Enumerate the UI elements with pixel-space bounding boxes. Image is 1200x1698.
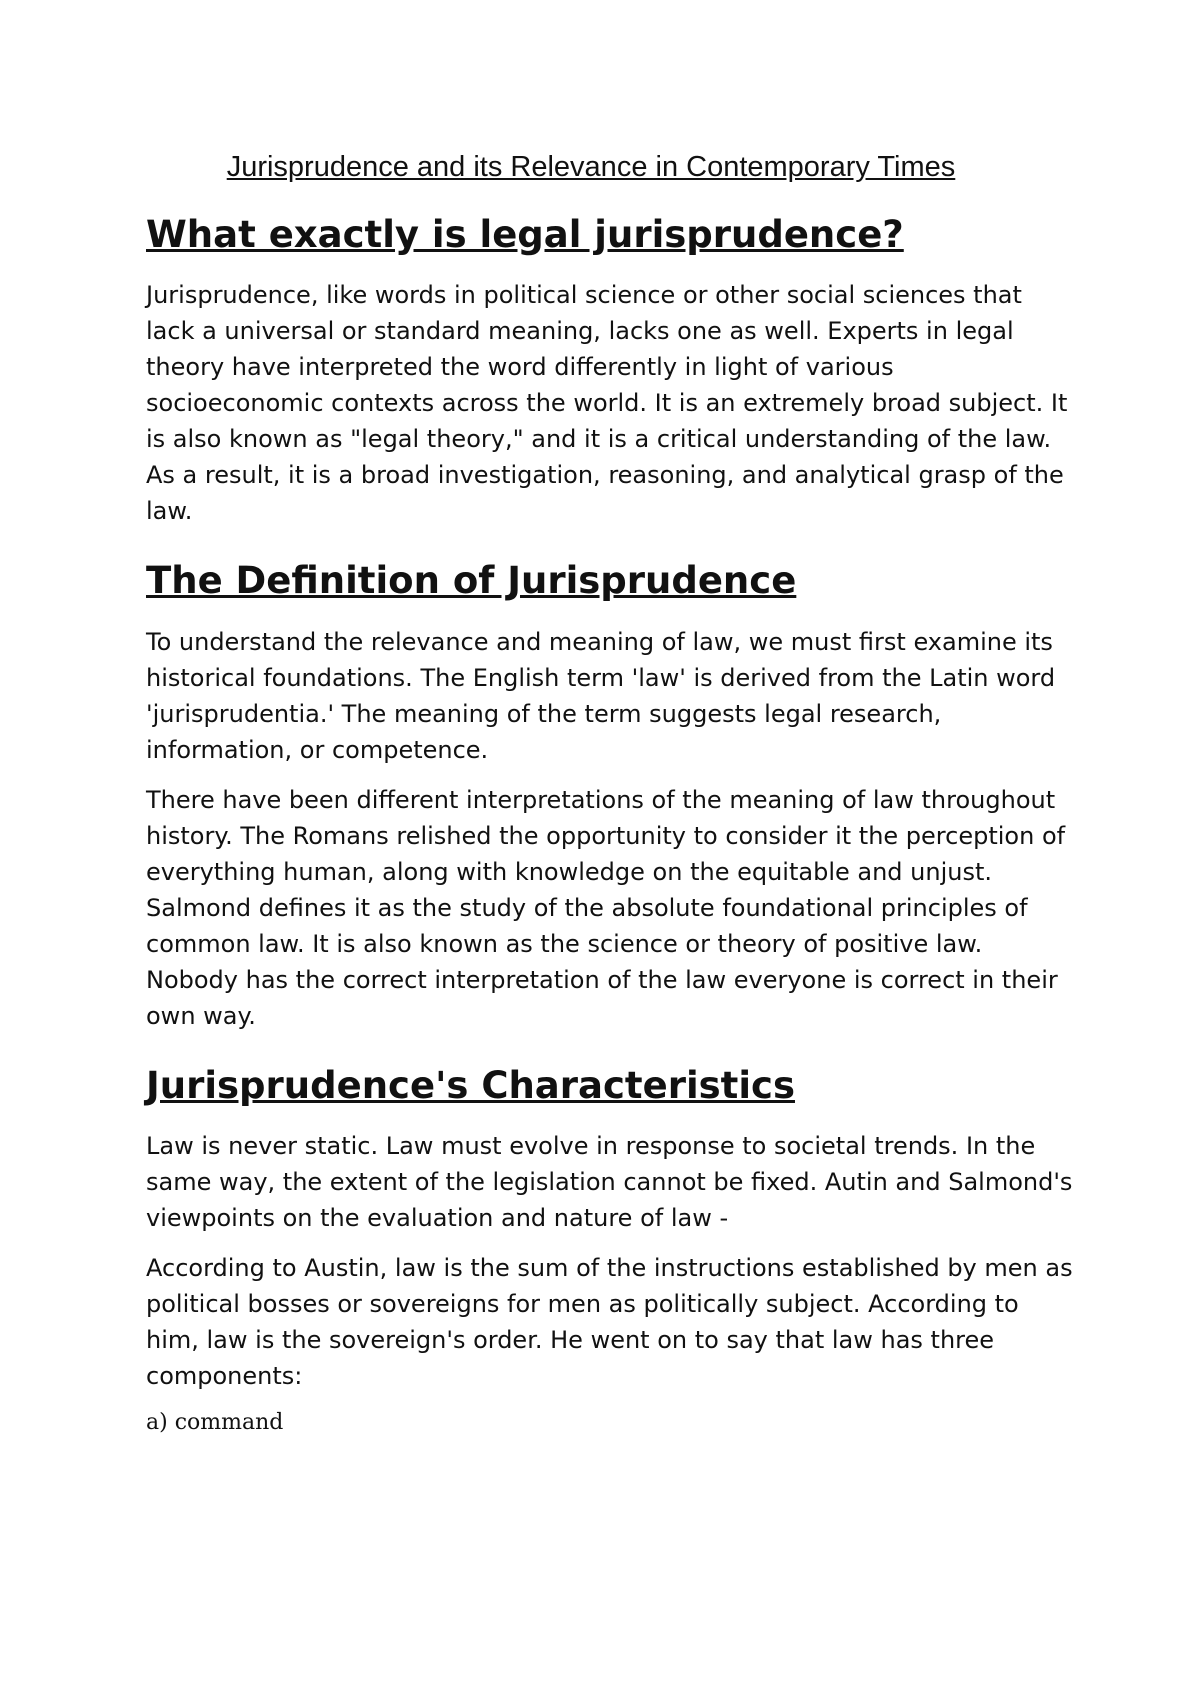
section-definition (146, 559, 1076, 1033)
section-characteristics (146, 1064, 1076, 1438)
section-what-is-jurisprudence (146, 213, 1076, 529)
paragraph: Law is never static. Law must evolve in response to societal trends. In the same way, the extent of the legislation cannot be fixed. Autin and Salmond's viewpoints on the evaluation and nature of law - (146, 1131, 1073, 1232)
list-item: a) command (146, 1409, 284, 1435)
section-heading: Jurisprudence's Characteristics (146, 1063, 795, 1107)
document-title: Jurisprudence and its Relevance in Contemporary Times (226, 151, 956, 183)
paragraph: According to Austin, law is the sum of the instructions established by men as political bosses or sovereigns for men as politically subject. According to him, law is the sovereign's order. He went on to say that law has three components: (146, 1253, 1073, 1390)
section-heading: The Definition of Jurisprudence (146, 559, 797, 603)
document-page (146, 150, 1076, 1468)
paragraph: There have been different interpretations of the meaning of law throughout history. The Romans relished the opportunity to consider it the perception of everything human, along with knowledge on the equitable and unjust. Salmond defines it as the study of the absolute foundational principles of common law. It is also known as the science or theory of positive law. Nobody has the correct interpretation of the law everyone is correct in their own way. (146, 785, 1066, 1030)
section-heading: What exactly is legal jurisprudence? (146, 212, 904, 256)
paragraph: To understand the relevance and meaning of law, we must first examine its historical foundations. The English term 'law' is derived from the Latin word 'jurisprudentia.' The meaning of the term suggests legal research, information, or competence. (146, 627, 1056, 764)
paragraph: Jurisprudence, like words in political science or other social sciences that lack a universal or standard meaning, lacks one as well. Experts in legal theory have interpreted the word differently in light of various socioeconomic contexts across the world. It is an extremely broad subject. It is also known as "legal theory," and it is a critical understanding of the law. As a result, it is a broad investigation, reasoning, and analytical grasp of the law. (146, 281, 1068, 526)
